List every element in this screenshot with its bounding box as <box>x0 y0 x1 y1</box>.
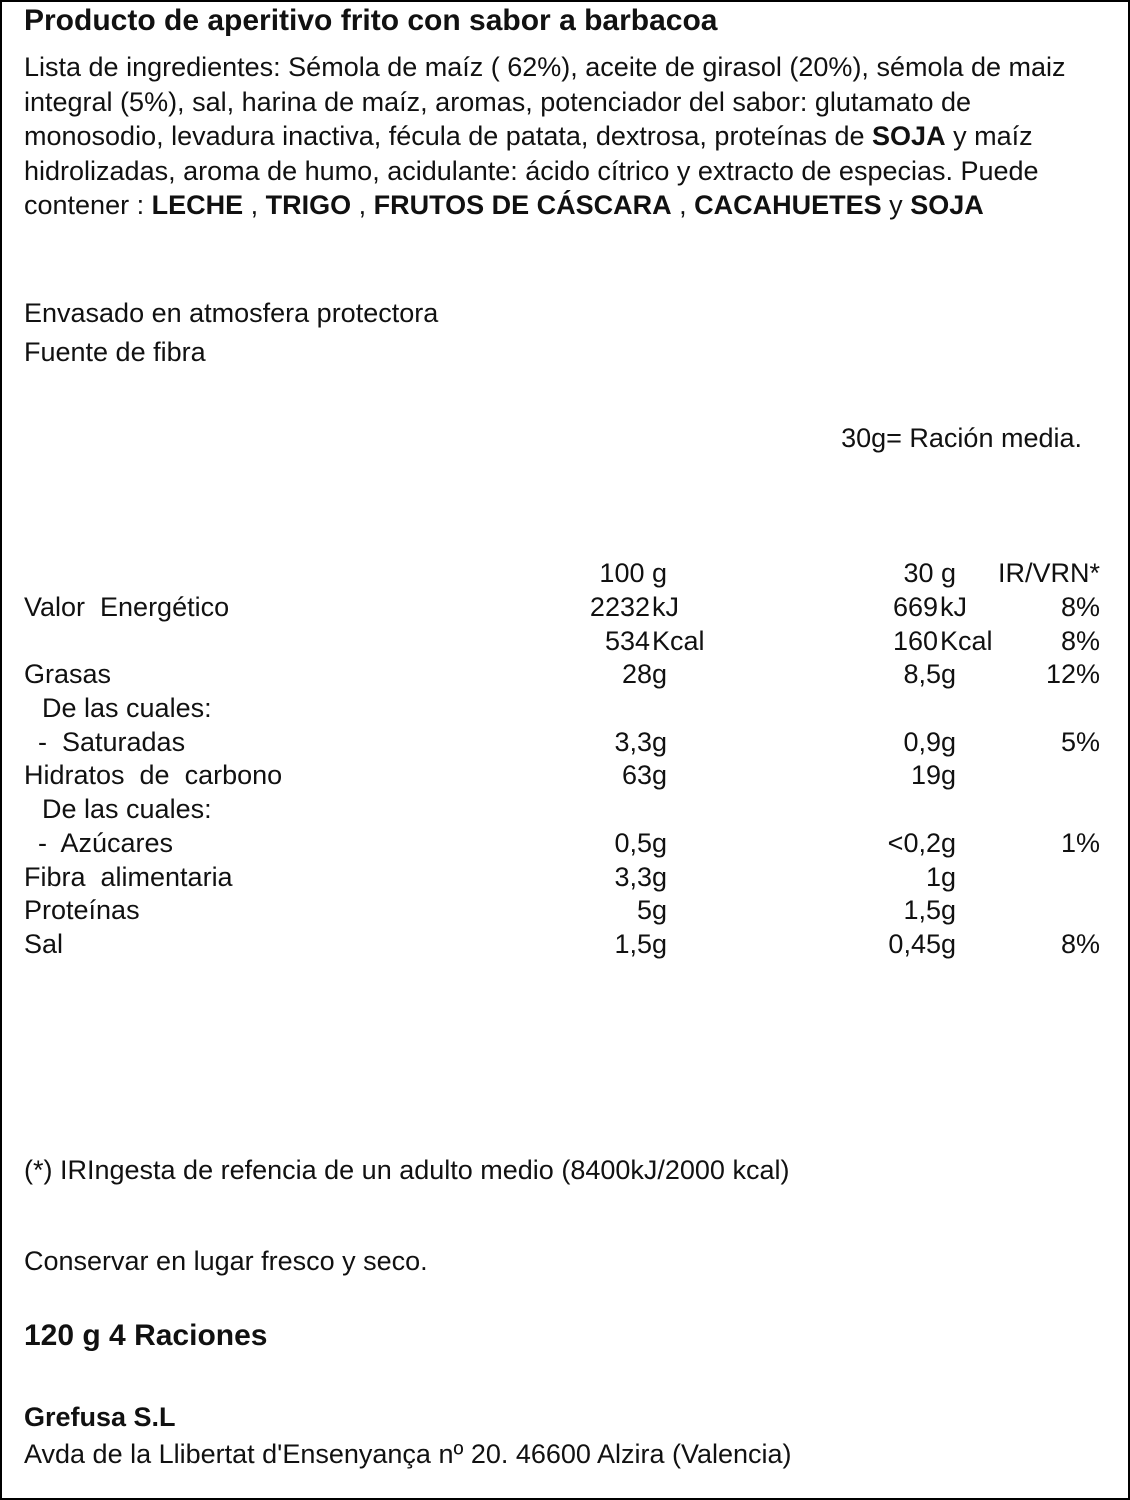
nutrient-row-saturadas <box>2 727 1128 761</box>
energy-kj-unit: kJ <box>652 592 679 622</box>
value-ir: 1% <box>1060 828 1100 858</box>
value-100g: 3,3g <box>614 727 667 757</box>
separator: , <box>351 190 374 220</box>
energy-kcal-row <box>2 626 1128 660</box>
nutrient-row-subheading <box>2 794 1128 828</box>
nutrient-label: - Saturadas <box>38 727 186 757</box>
energy-kcal-unit: Kcal <box>940 626 993 656</box>
value-100g: 3,3g <box>614 862 667 892</box>
energy-kcal-unit: Kcal <box>652 626 705 656</box>
value-30g: 0,45g <box>888 929 956 959</box>
storage-instructions: Conservar en lugar fresco y seco. <box>24 1246 428 1276</box>
nutrient-row-sal <box>2 929 1128 963</box>
value-100g: 1,5g <box>614 929 667 959</box>
value-30g: 1g <box>925 862 956 892</box>
nutrient-label: Hidratos de carbono <box>24 760 283 790</box>
nutrient-row-proteinas <box>2 895 1128 929</box>
allergen-frutos-de-cascara: FRUTOS DE CÁSCARA <box>373 190 672 220</box>
company-address: Avda de la Llibertat d'Ensenyança nº 20. 46600 Alzira (Valencia) <box>24 1439 792 1469</box>
allergen-cacahuetes: CACAHUETES <box>694 190 882 220</box>
product-title: Producto de aperitivo frito con sabor a barbacoa <box>24 4 718 37</box>
value-30g: 0,9g <box>903 727 956 757</box>
allergen-soja: SOJA <box>910 190 984 220</box>
footnote: (*) IRIngesta de refencia de un adulto medio (8400kJ/2000 kcal) <box>24 1155 790 1185</box>
nutrition-header-row <box>2 558 1128 592</box>
energy-kj-ir: 8% <box>1060 592 1100 622</box>
value-ir: 8% <box>1060 929 1100 959</box>
nutrient-label: - Azúcares <box>38 828 174 858</box>
nutrient-label: Proteínas <box>24 895 140 925</box>
energy-kcal-ir: 8% <box>1060 626 1100 656</box>
nutrient-row-fibra <box>2 862 1128 896</box>
energy-kcal-100g: 534 <box>604 626 650 656</box>
energy-kj-row <box>2 592 1128 626</box>
allergen-leche: LECHE <box>151 190 244 220</box>
energy-kj-30g: 669 <box>892 592 938 622</box>
allergen-trigo: TRIGO <box>265 190 352 220</box>
value-100g: 5g <box>636 895 667 925</box>
column-header-30g: 30 g <box>903 558 956 588</box>
value-30g: 8,5g <box>903 659 956 689</box>
energy-kcal-30g: 160 <box>892 626 938 656</box>
value-30g: <0,2g <box>887 828 956 858</box>
value-30g: 1,5g <box>903 895 956 925</box>
ingredients-text: y maíz hidrolizadas, aroma de humo, acidulante: ácido cítrico y extracto de especias. Puede contener : <box>24 121 1039 220</box>
nutrient-label: Fibra alimentaria <box>24 862 233 892</box>
nutrient-label: Valor Energético <box>24 592 230 622</box>
company-name: Grefusa S.L <box>24 1402 176 1432</box>
portion-note: 30g= Ración media. <box>841 423 1082 453</box>
nutrient-label: Sal <box>24 929 64 959</box>
value-ir: 12% <box>1045 659 1100 689</box>
nutrient-label: De las cuales: <box>42 693 212 723</box>
nutrient-row-hidratos <box>2 760 1128 794</box>
value-30g: 19g <box>910 760 956 790</box>
value-100g: 28g <box>621 659 667 689</box>
nutrient-row-grasas <box>2 659 1128 693</box>
value-ir: 5% <box>1060 727 1100 757</box>
nutrient-label: De las cuales: <box>42 794 212 824</box>
energy-kj-100g: 2232 <box>589 592 650 622</box>
ingredients-text: Lista de ingredientes: Sémola de maíz ( 62%), aceite de girasol (20%), sémola de maiz integral (5%), sal, harina de maíz, aromas, potenciador del sabor: glutamato de monosodio, levadura inactiva, fécula de patata, dextrosa, proteínas de <box>24 52 1066 151</box>
separator: , <box>243 190 266 220</box>
value-100g: 0,5g <box>614 828 667 858</box>
separator: y <box>881 190 911 220</box>
separator: , <box>671 190 695 220</box>
nutrient-row-azucares <box>2 828 1128 862</box>
nutrient-label: Grasas <box>24 659 112 689</box>
value-100g: 63g <box>621 760 667 790</box>
energy-kj-unit: kJ <box>940 592 967 622</box>
ingredients-list <box>24 50 1104 223</box>
allergen-soja: SOJA <box>872 121 946 151</box>
fiber-claim: Fuente de fibra <box>24 337 206 367</box>
packaging-note: Envasado en atmosfera protectora <box>24 298 439 328</box>
column-header-100g: 100 g <box>599 558 667 588</box>
column-header-ir: IR/VRN* <box>997 558 1100 588</box>
net-weight: 120 g 4 Raciones <box>24 1319 268 1352</box>
nutrient-row-subheading <box>2 693 1128 727</box>
